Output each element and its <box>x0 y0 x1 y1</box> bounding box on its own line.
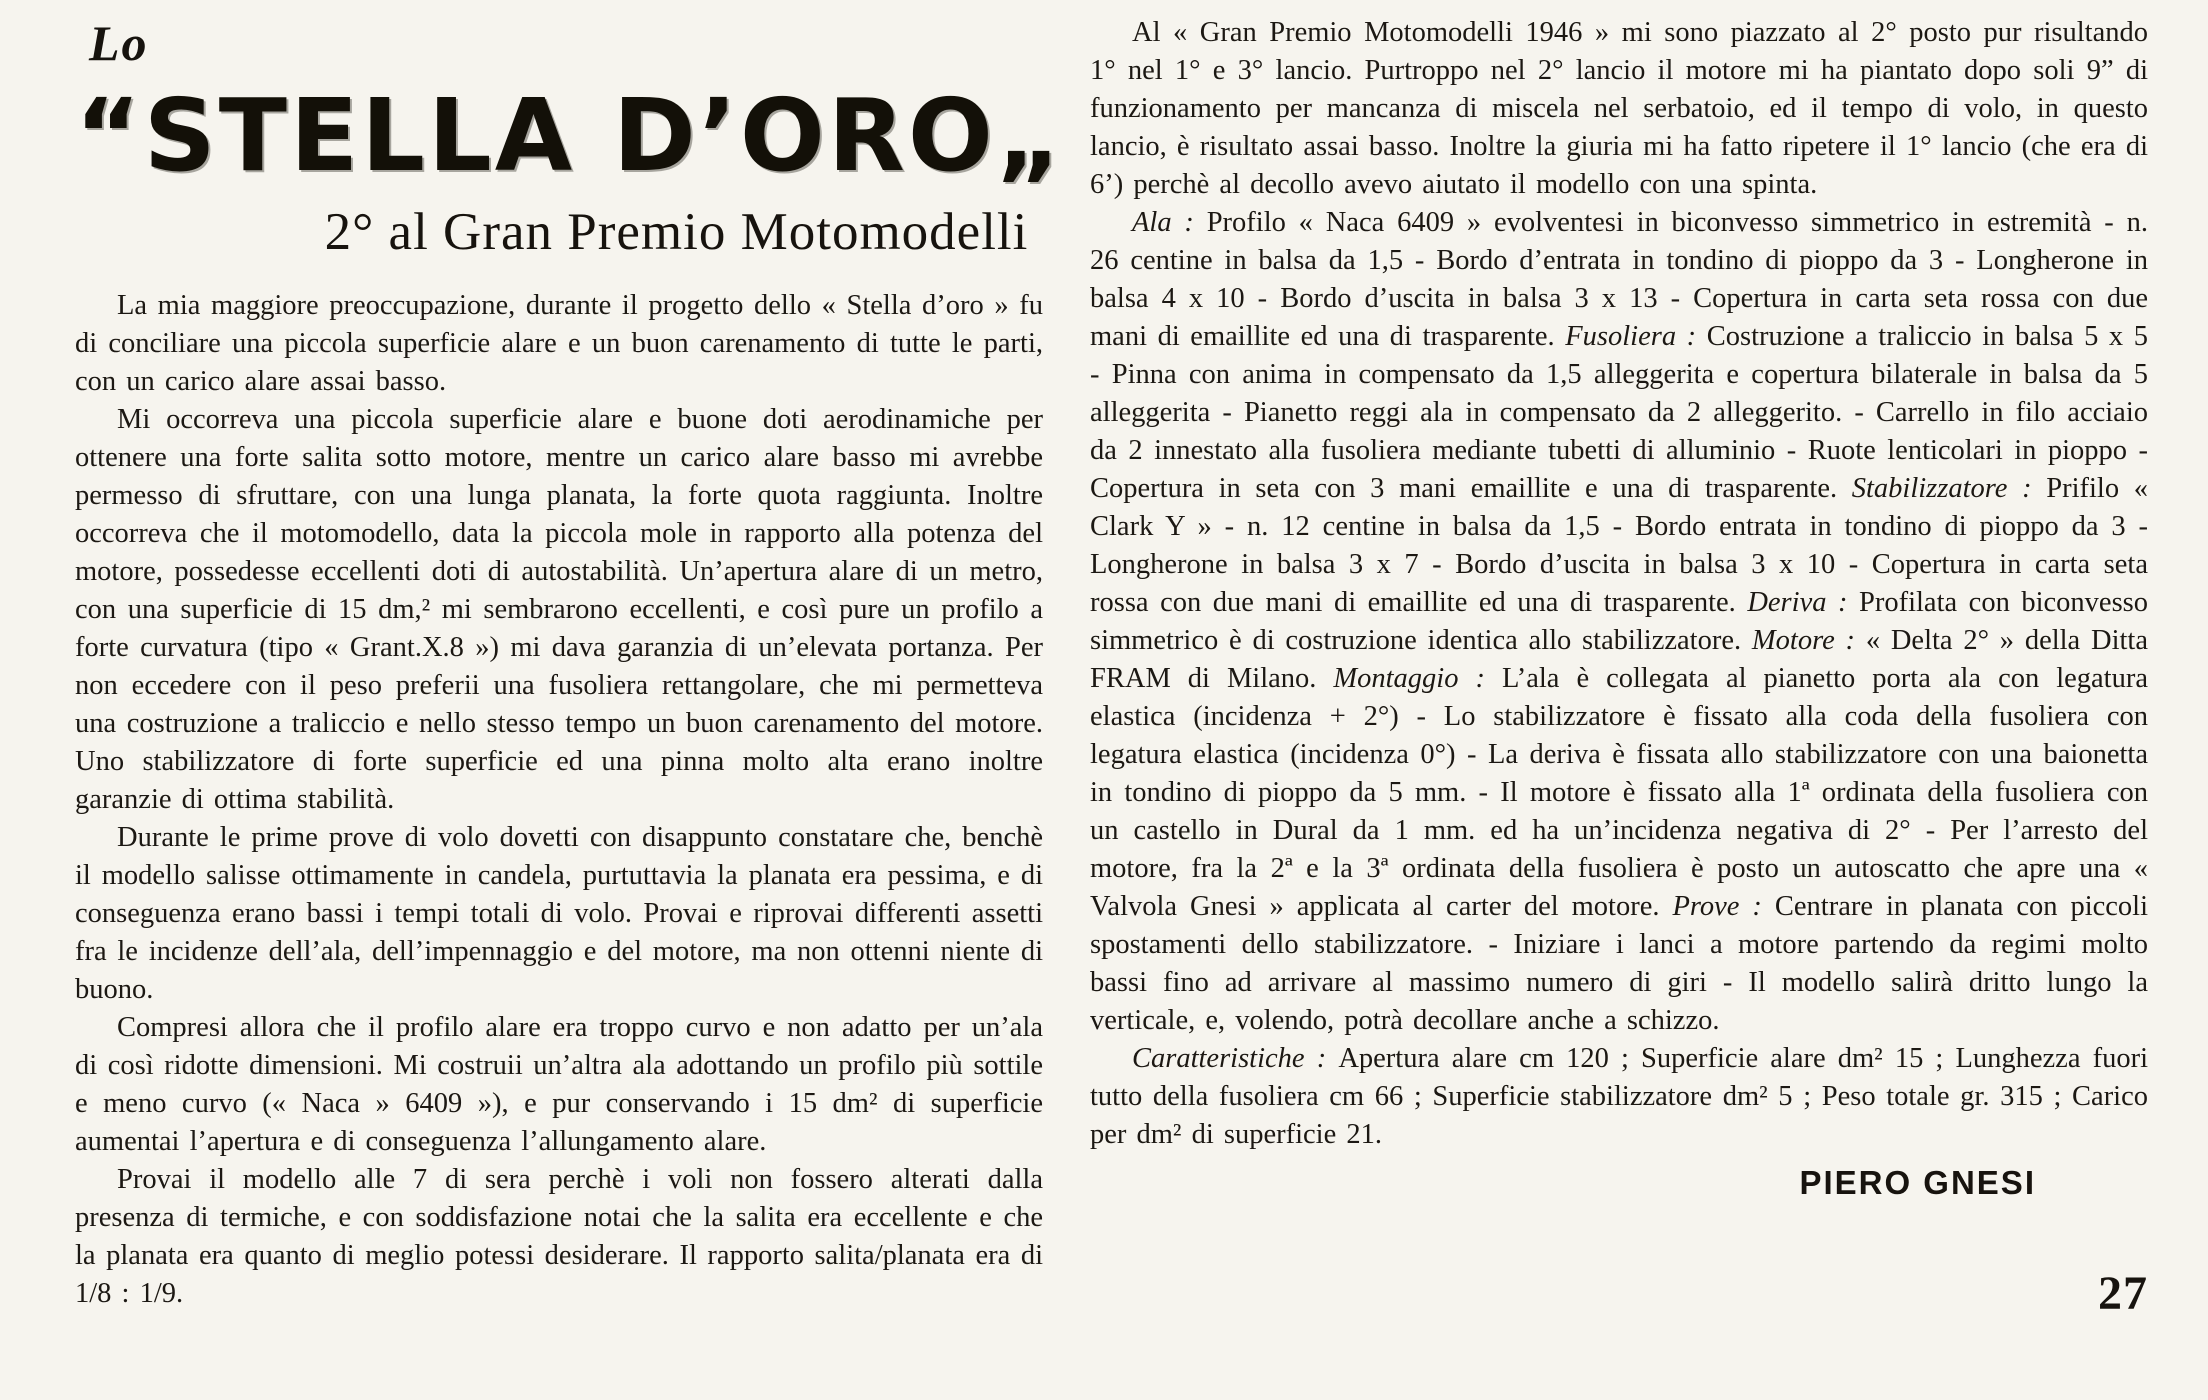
right-column <box>1090 14 2148 1202</box>
paragraph: Provai il modello alle 7 di sera perchè i voli non fossero alterati dalla presenza di termiche, e con soddisfazione notai che la salita era eccellente e che la planata era quanto di meglio potessi desiderare. Il rapporto salita/planata era di 1/8 : 1/9. <box>75 1164 1043 1310</box>
author-byline: PIERO GNESI <box>1799 1164 2036 1201</box>
text-segment: « Delta 2° » della Ditta FRAM di Milano. <box>1090 625 2148 694</box>
text-segment: Costruzione a traliccio in balsa 5 x 5 - Pinna con anima in compensato da 1,5 alleggerita e copertura bilaterale in balsa da 5 alleggerita - Pianetto reggi ala in compensato da 2 alleggerito. - Carrello in filo acciaio da 2 innestato alla fusoliera mediante tubetti di alluminio - Ruote lenticolari in pioppo - Copertura in seta con 3 mani emaillite e una di trasparente. <box>1090 321 2149 504</box>
inline-heading: Motore : <box>1751 625 1866 656</box>
inline-heading: Prove : <box>1672 891 1775 922</box>
inline-heading: Deriva : <box>1747 587 1860 618</box>
paragraph: Compresi allora che il profilo alare era troppo curvo e non adatto per un’ala di così ridotte dimensioni. Mi costruii un’altra ala adottando un profilo più sottile e meno curvo (« Naca » 6409 »), e pur conservando i 15 dm² di superficie aumentai l’apertura e di conseguenza l’allungamento alare. <box>75 1012 1043 1158</box>
left-column <box>75 10 1065 1313</box>
article-subtitle: 2° al Gran Premio Motomodelli <box>324 203 1029 261</box>
left-column-text <box>75 287 1043 1313</box>
text-segment: L’ala è collegata al pianetto porta ala con legatura elastica (incidenza + 2°) - Lo stabilizzatore è fissato alla coda della fusoliera con legatura elastica (incidenza 0°) - La deriva è fissata allo stabilizzatore con una baionetta in tondino di pioppo da 5 mm. - Il motore è fissato alla 1ª ordinata della fusoliera con un castello in Dural da 1 mm. ed ha un’incidenza negativa di 2° - Per l’arresto del motore, fra la 2ª e la 3ª ordinata della fusoliera è posto un autoscatto che apre una « Valvola Gnesi » applicata al carter del motore. <box>1090 663 2148 922</box>
intro-paragraph: Al « Gran Premio Motomodelli 1946 » mi sono piazzato al 2° posto pur risultando 1° nel 1° e 3° lancio. Purtroppo nel 2° lancio il motore mi ha piantato dopo soli 9” di funzionamento per mancanza di miscela nel serbatoio, ed il tempo di volo, in questo lancio, è risultato assai basso. Inoltre la giuria mi ha fatto ripetere il 1° lancio (che era di 6’) perchè al decollo avevo aiutato il modello con una spinta. <box>1090 17 2148 200</box>
text-segment: Profilata con biconvesso simmetrico è di costruzione identica allo stabilizzatore. <box>1090 587 2148 656</box>
page-number: 27 <box>2098 1267 2148 1320</box>
paragraph: Mi occorreva una piccola superficie alare e buone doti aerodinamiche per ottenere una forte salita sotto motore, mentre un carico alare basso mi avrebbe permesso di sfruttare, con una lunga planata, la forte quota raggiunta. Inoltre occorreva che il motomodello, data la piccola mole in rapporto alla potenza del motore, possedesse eccellenti doti di autostabilità. Un’apertura alare di un metro, con una superficie di 15 dm,² mi sembrarono eccellenti, e così pure un profilo a forte curvatura (tipo « Grant.X.8 ») mi dava garanzia di un’elevata portanza. Per non eccedere con il peso preferii una fusoliera rettangolare, che mi permetteva una costruzione a traliccio e nello stesso tempo un buon carenamento del motore. Uno stabilizzatore di forte superficie ed una pinna molto alta erano inoltre garanzie di ottima stabilità. <box>75 404 1043 816</box>
paragraph: La mia maggiore preoccupazione, durante il progetto dello « Stella d’oro » fu di conciliare una piccola superficie alare e un buon carenamento di tutte le parti, con un carico alare assai basso. <box>75 290 1043 398</box>
inline-heading: Caratteristiche : <box>1132 1043 1339 1074</box>
paragraph: Durante le prime prove di volo dovetti con disappunto constatare che, benchè il modello salisse ottimamente in candela, purtuttavia la planata era pessima, e di conseguenza erano bassi i tempi totali di volo. Provai e riprovai differenti assetti fra le incidenze dell’ala, dell’impennaggio e del motore, ma non ottenni niente di buono. <box>75 822 1043 1006</box>
technical-description-paragraph <box>1090 204 2148 1040</box>
text-segment: Profilo « Naca 6409 » evolventesi in biconvesso simmetrico in estremità - n. 26 centine in balsa da 1,5 - Bordo d’entrata in tondino di pioppo da 3 - Longherone in balsa 4 x 10 - Bordo d’uscita in balsa 3 x 13 - Copertura in carta seta rossa con due mani di emaillite ed una di trasparente. <box>1090 207 2148 352</box>
text-segment: Apertura alare cm 120 ; Superficie alare dm² 15 ; Lunghezza fuori tutto della fusoliera cm 66 ; Superficie stabilizzatore dm² 5 ; Peso totale gr. 315 ; Carico per dm² di superficie 21. <box>1090 1043 2148 1150</box>
article-title: “STELLA D’ORO„ <box>75 77 1065 194</box>
caratteristiche-paragraph <box>1090 1040 2148 1154</box>
inline-heading: Montaggio : <box>1333 663 1502 694</box>
text-segment: Centrare in planata con piccoli spostamenti dello stabilizzatore. - Iniziare i lanci a motore partendo da regimi molto bassi fino ad arrivare al massimo numero di giri - Il modello salirà dritto lungo la verticale, e, volendo, potrà decollare anche a schizzo. <box>1090 891 2148 1036</box>
article-kicker: Lo <box>89 15 149 71</box>
inline-heading: Ala : <box>1132 207 1207 238</box>
inline-heading: Fusoliera : <box>1565 321 1707 352</box>
inline-heading: Stabilizzatore : <box>1851 473 2047 504</box>
text-segment: Prifilo « Clark Y » - n. 12 centine in balsa da 1,5 - Bordo entrata in tondino di pioppo da 3 - Longherone in balsa 3 x 7 - Bordo d’uscita in balsa 3 x 10 - Copertura in carta seta rossa con due mani di emaillite ed una di trasparente. <box>1090 473 2148 618</box>
